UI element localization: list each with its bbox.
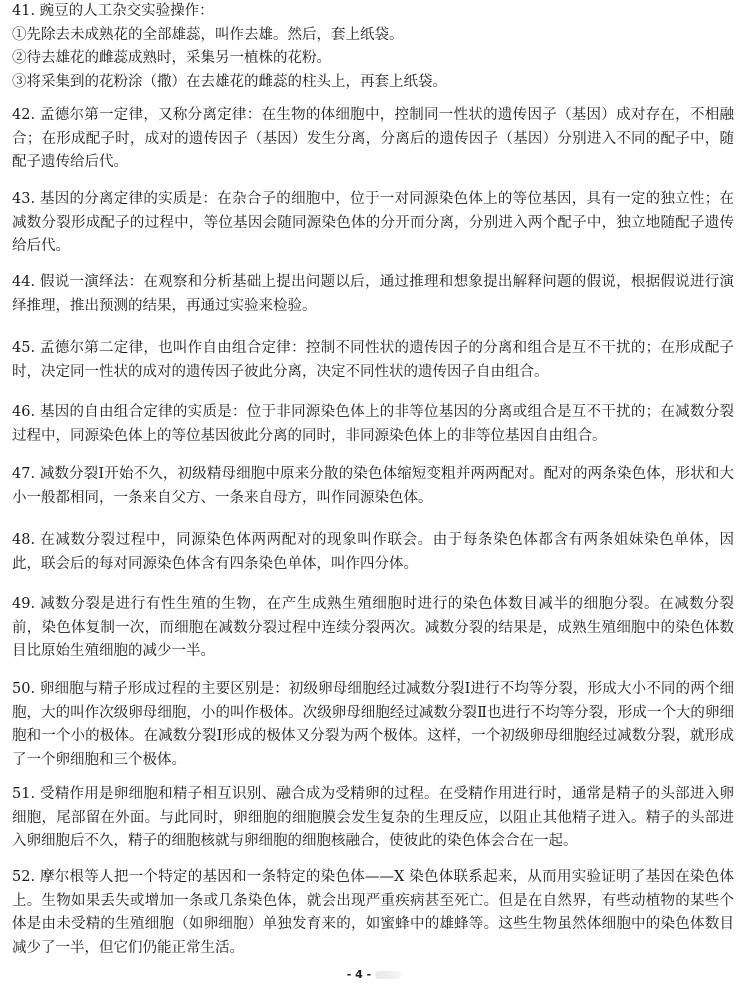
item-43 [12, 188, 734, 259]
page-footer [0, 968, 748, 981]
item-47-text: 47. 减数分裂Ⅰ开始不久，初级精母细胞中原来分散的染色体缩短变粗并两两配对。配对的两条染色体，形状和大小一般都相同，一条来自父方、一条来自母方，叫作同源染色体。 [12, 466, 734, 506]
item-51-text: 51. 受精作用是卵细胞和精子相互识别、融合成为受精卵的过程。在受精作用进行时，通常是精子的头部进入卵细胞，尾部留在外面。与此同时，卵细胞的细胞膜会发生复杂的生理反应，以阻止其他精子进入。精子的头部进入卵细胞后不久，精子的细胞核就与卵细胞的细胞核融合，使彼此的染色体会合在一起。 [12, 786, 734, 849]
item-43-text: 43. 基因的分离定律的实质是：在杂合子的细胞中，位于一对同源染色体上的等位基因，具有一定的独立性；在减数分裂形成配子的过程中，等位基因会随同源染色体的分开而分离，分别进入两个配子中，独立地随配子遗传给后代。 [12, 191, 734, 254]
item-52-text: 52. 摩尔根等人把一个特定的基因和一条特定的染色体——X 染色体联系起来，从而用实验证明了基因在染色体上。生物如果丢失或增加一条或几条染色体，就会出现严重疾病甚至死亡。但是在自然界，有些动植物的某些个体是由未受精的生殖细胞（如卵细胞）单独发育来的，如蜜蜂中的雄蜂等。这些生物虽然体细胞中的染色体数目减少了一半，但它们仍能正常生活。 [12, 869, 734, 956]
item-41-step-2: ②待去雄花的雌蕊成熟时，采集另一植株的花粉。 [12, 50, 331, 66]
item-42 [12, 104, 734, 175]
item-50 [12, 678, 734, 772]
blur-mark [375, 971, 401, 979]
page-number: - 4 - [346, 968, 372, 981]
item-45 [12, 337, 734, 384]
item-41-title: 41. 豌豆的人工杂交实验操作： [12, 3, 214, 19]
item-41-step-3: ③将采集到的花粉涂（撒）在去雄花的雌蕊的柱头上，再套上纸袋。 [12, 73, 447, 90]
item-46-text: 46. 基因的自由组合定律的实质是：位于非同源染色体上的非等位基因的分离或组合是互不干扰的；在减数分裂过程中，同源染色体上的等位基因彼此分离的同时，非同源染色体上的非等位基因自由组合。 [12, 404, 734, 444]
item-48-text: 48. 在减数分裂过程中，同源染色体两两配对的现象叫作联会。由于每条染色体都含有两条姐妹染色单体，因此，联会后的每对同源染色体含有四条染色单体，叫作四分体。 [12, 532, 734, 572]
item-49-text: 49. 减数分裂是进行有性生殖的生物，在产生成熟生殖细胞时进行的染色体数目减半的细胞分裂。在减数分裂前，染色体复制一次，而细胞在减数分裂过程中连续分裂两次。减数分裂的结果是，成熟生殖细胞中的染色体数目比原始生殖细胞的减少一半。 [12, 596, 734, 659]
item-47 [12, 463, 734, 510]
item-41-step-1: ①先除去未成熟花的全部雄蕊，叫作去雄。然后，套上纸袋。 [12, 26, 404, 43]
item-49 [12, 593, 734, 664]
item-48 [12, 529, 734, 576]
item-50-text: 50. 卵细胞与精子形成过程的主要区别是：初级卵母细胞经过减数分裂Ⅰ进行不均等分裂，形成大小不同的两个细胞，大的叫作次级卵母细胞，小的叫作极体。次级卵母细胞经过减数分裂Ⅱ也进行不均等分裂，形成一个大的卵细胞和一个小的极体。在减数分裂Ⅰ形成的极体又分裂为两个极体。这样，一个初级卵母细胞经过减数分裂，就形成了一个卵细胞和三个极体。 [12, 681, 734, 768]
item-42-text: 42. 孟德尔第一定律，又称分离定律：在生物的体细胞中，控制同一性状的遗传因子（基因）成对存在，不相融合；在形成配子时，成对的遗传因子（基因）发生分离，分离后的遗传因子（基因）分别进入不同的配子中，随配子遗传给后代。 [12, 107, 734, 170]
item-51 [12, 783, 734, 854]
item-45-text: 45. 孟德尔第二定律，也叫作自由组合定律：控制不同性状的遗传因子的分离和组合是互不干扰的；在形成配子时，决定同一性状的成对的遗传因子彼此分离，决定不同性状的遗传因子自由组合。 [12, 340, 734, 380]
item-46 [12, 401, 734, 448]
item-52 [12, 866, 734, 960]
item-44-text: 44. 假说一演绎法：在观察和分析基础上提出问题以后，通过推理和想象提出解释问题的假说，根据假说进行演绎推理，推出预测的结果，再通过实验来检验。 [12, 274, 734, 314]
item-41 [12, 0, 447, 94]
item-44 [12, 271, 734, 318]
